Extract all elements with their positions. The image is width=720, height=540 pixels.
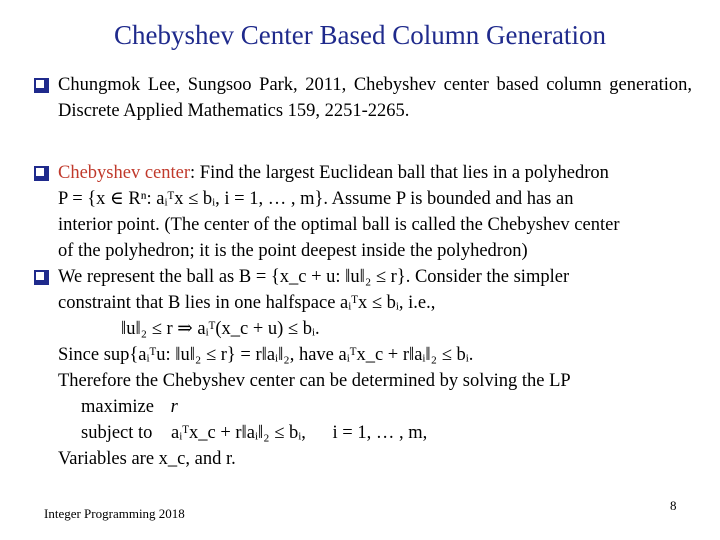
bullet-box-icon xyxy=(34,78,49,93)
page-number: 8 xyxy=(670,498,677,513)
lp-maximize-label: maximize xyxy=(81,397,154,417)
definition-line-3: interior point. (The center of the optimal ball is called the Chebyshev center xyxy=(58,215,620,235)
bullet-reference xyxy=(30,72,692,124)
ball-line-2: constraint that B lies in one halfspace aᵢᵀx ≤ bᵢ, i.e., xyxy=(58,293,436,313)
implication-formula: ‖u‖₂ ≤ r ⇒ aᵢᵀ(x_c + u) ≤ bᵢ. xyxy=(121,319,320,339)
definition-line-1: : Find the largest Euclidean ball that lies in a polyhedron xyxy=(190,163,609,183)
reference-text: Chungmok Lee, Sungsoo Park, 2011, Chebyshev center based column generation, Discrete Applied Mathematics 159, 2251-2265. xyxy=(58,75,692,121)
bullet-chebyshev-center xyxy=(30,160,692,264)
slide-body xyxy=(30,72,692,472)
variables-line: Variables are x_c, and r. xyxy=(58,449,236,469)
lp-objective xyxy=(58,394,692,420)
definition-line-2: P = {x ∈ Rⁿ: aᵢᵀx ≤ bᵢ, i = 1, … , m}. Assume P is bounded and has an xyxy=(58,189,574,209)
lp-constraint-range: i = 1, … , m, xyxy=(332,423,428,443)
lp-subject-to-label: subject to xyxy=(81,423,153,443)
bullet-box-icon xyxy=(34,270,49,285)
footer-course: Integer Programming 2018 xyxy=(44,506,185,521)
ball-line-1: We represent the ball as B = {x_c + u: ‖u‖₂ ≤ r}. Consider the simpler xyxy=(58,267,570,287)
lp-objective-var: r xyxy=(170,397,178,417)
bullet-ball-representation xyxy=(30,264,692,472)
chebyshev-center-term: Chebyshev center xyxy=(58,163,191,183)
slide-title: Chebyshev Center Based Column Generation xyxy=(114,20,606,50)
lp-constraint xyxy=(58,420,692,446)
sup-formula-line: Since sup{aᵢᵀu: ‖u‖₂ ≤ r} = r‖aᵢ‖₂, have aᵢᵀx_c + r‖aᵢ‖₂ ≤ bᵢ. xyxy=(58,345,474,365)
lp-intro-line: Therefore the Chebyshev center can be determined by solving the LP xyxy=(58,371,571,391)
bullet-box-icon xyxy=(34,166,49,181)
definition-line-4: of the polyhedron; it is the point deepest inside the polyhedron) xyxy=(58,241,528,261)
lp-constraint-expr: aᵢᵀx_c + r‖aᵢ‖₂ ≤ bᵢ, xyxy=(171,423,306,443)
